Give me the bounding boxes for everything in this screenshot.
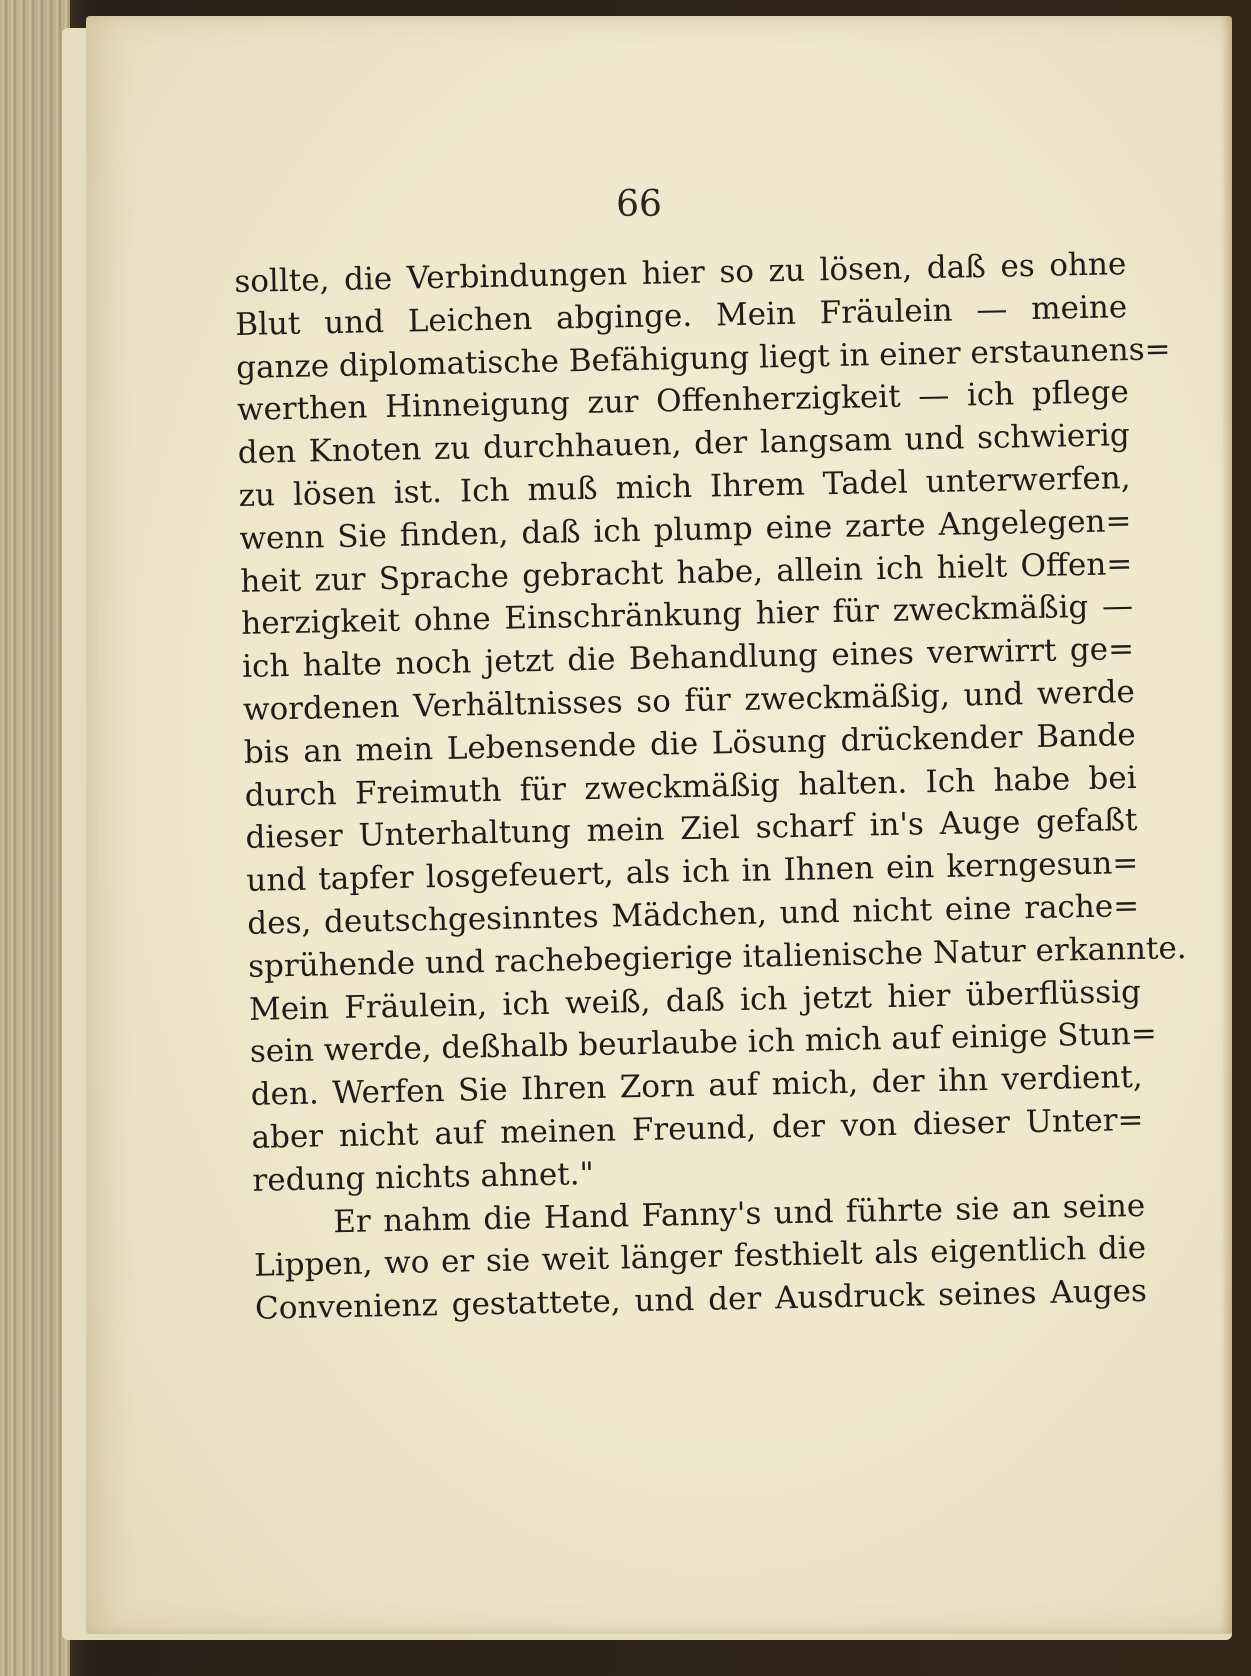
text-line: Lippen, wo er sie weit länger festhielt als eigentlich die [253,1230,1147,1285]
text-line: redung nichts ahnet." [252,1155,595,1199]
text-line: Blut und Leichen abginge. Mein Fräulein — meine [234,288,1128,343]
text-line: den. Werfen Sie Ihren Zorn auf mich, der ihn verdient, [250,1059,1143,1113]
book-binding-edge [0,0,70,1676]
page-number: 66 [616,184,662,225]
page-edge-shadow [1222,16,1232,1634]
text-line: herzigkeit ohne Einschränkung hier für zweckmäßig — [240,588,1134,643]
text-line: Mein Fräulein, ich weiß, daß ich jetzt hier überflüssig [248,973,1142,1028]
text-line: zu lösen ist. Ich muß mich Ihrem Tadel unterwerfen, [238,460,1131,514]
text-line: sein werde, deßhalb beurlaube ich mich auf einige Stun= [249,1015,1158,1071]
text-line: den Knoten zu durchhauen, der langsam und schwierig [237,417,1131,472]
text-line: sprühende und rachebegierige italienische Natur erkannte. [247,929,1187,985]
text-line: ich halte noch jetzt die Behandlung eines verwirrt ge= [241,631,1135,686]
page-body-text [234,243,1187,1331]
text-line: ganze diplomatische Befähigung liegt in einer erstaunens= [235,330,1171,386]
text-line: durch Freimuth für zweckmäßig halten. Ich habe bei [244,759,1137,814]
text-line: aber nicht auf meinen Freund, der von dieser Unter= [251,1101,1144,1156]
text-line: wenn Sie finden, daß ich plump eine zarte Angelegen= [239,502,1132,557]
text-line: sollte, die Verbindungen hier so zu lösen, daß es ohne [234,246,1127,300]
book-page [86,16,1232,1634]
text-line: des, deutschgesinntes Mädchen, und nicht eine rache= [246,887,1140,942]
text-line: heit zur Sprache gebracht habe, allein ich hielt Offen= [240,545,1133,600]
text-line: bis an mein Lebensende die Lösung drückender Bande [243,716,1137,771]
text-line: Er nahm die Hand Fanny's und führte sie an seine [332,1187,1146,1240]
text-line: Convenienz gestattete, und der Ausdruck seines Auges [254,1273,1148,1327]
text-line: und tapfer losgefeuert, als ich in Ihnen ein kerngesun= [246,845,1139,900]
text-line: wordenen Verhältnisses so für zweckmäßig, und werde [242,673,1136,728]
text-line: dieser Unterhaltung mein Ziel scharf in's Auge gefaßt [245,802,1138,857]
text-line: werthen Hinneigung zur Offenherzigkeit — ich pflege [236,374,1130,429]
